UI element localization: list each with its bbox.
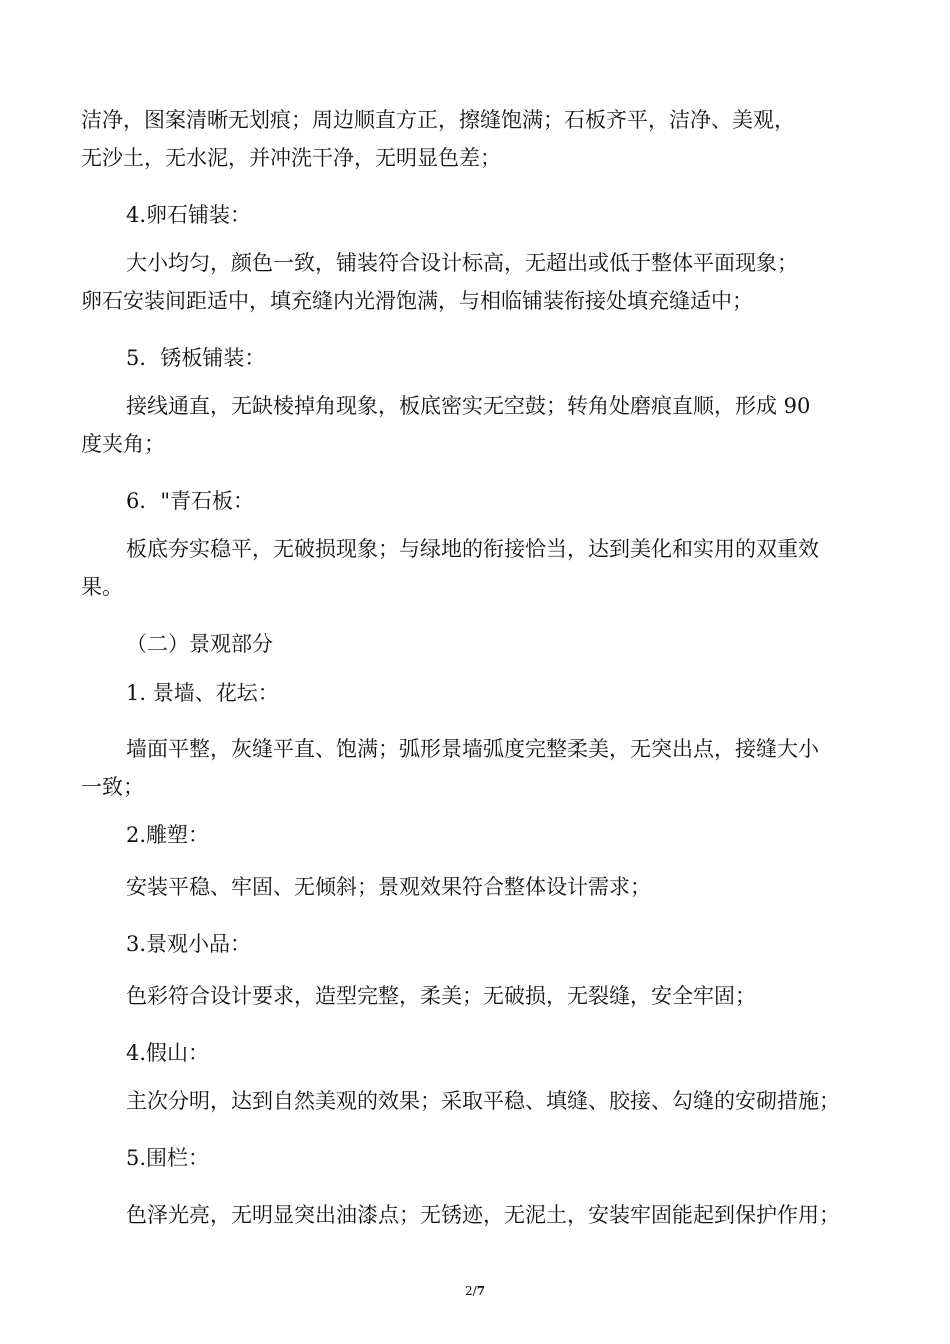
body-text-line: 色泽光亮，无明显突出油漆点；无锈迹，无泥土，安装牢固能起到保护作用；	[126, 1203, 840, 1227]
body-text-line: 洁净，图案清晰无划痕；周边顺直方正，擦缝饱满；石板齐平，洁净、美观，	[81, 108, 795, 132]
page-number	[0, 1283, 950, 1299]
body-text-line: 一致；	[81, 775, 144, 799]
body-text-line: 大小均匀，颜色一致，铺装符合设计标高，无超出或低于整体平面现象；	[126, 251, 798, 275]
body-text-line: 卵石安装间距适中，填充缝内光滑饱满，与相临铺装衔接处填充缝适中；	[81, 289, 753, 313]
section-heading: 4.假山：	[126, 1041, 210, 1065]
section-heading: 3.景观小品：	[126, 932, 252, 956]
body-text-line: 主次分明，达到自然美观的效果；采取平稳、填缝、胶接、勾缝的安砌措施；	[126, 1089, 840, 1113]
body-text-line: 板底夯实稳平，无破损现象；与绿地的衔接恰当，达到美化和实用的双重效	[126, 537, 819, 561]
page-current: 2/	[464, 1284, 477, 1298]
section-heading: 2.雕塑：	[126, 823, 210, 847]
body-text-line: 墙面平整，灰缝平直、饱满；弧形景墙弧度完整柔美，无突出点，接缝大小	[126, 737, 819, 761]
section-heading: 1. 景墙、花坛：	[126, 681, 279, 705]
section-heading: 5.围栏：	[126, 1146, 210, 1170]
section-heading: 4.卵石铺装：	[126, 203, 252, 227]
section-heading: 5．锈板铺装：	[126, 346, 266, 370]
body-text-line: 果。	[81, 575, 123, 599]
chapter-heading: （二）景观部分	[126, 632, 273, 656]
page-total: 7	[476, 1284, 486, 1298]
body-text-line: 安装平稳、牢固、无倾斜；景观效果符合整体设计需求；	[126, 875, 651, 899]
body-text-line: 无沙土，无水泥，并冲洗干净，无明显色差；	[81, 146, 501, 170]
body-text-line: 色彩符合设计要求，造型完整，柔美；无破损，无裂缝，安全牢固；	[126, 984, 756, 1008]
body-text-line: 接线通直，无缺棱掉角现象，板底密实无空鼓；转角处磨痕直顺，形成 90	[126, 394, 811, 418]
section-heading: 6．"青石板：	[126, 489, 255, 513]
body-text-line: 度夹角；	[81, 432, 165, 456]
